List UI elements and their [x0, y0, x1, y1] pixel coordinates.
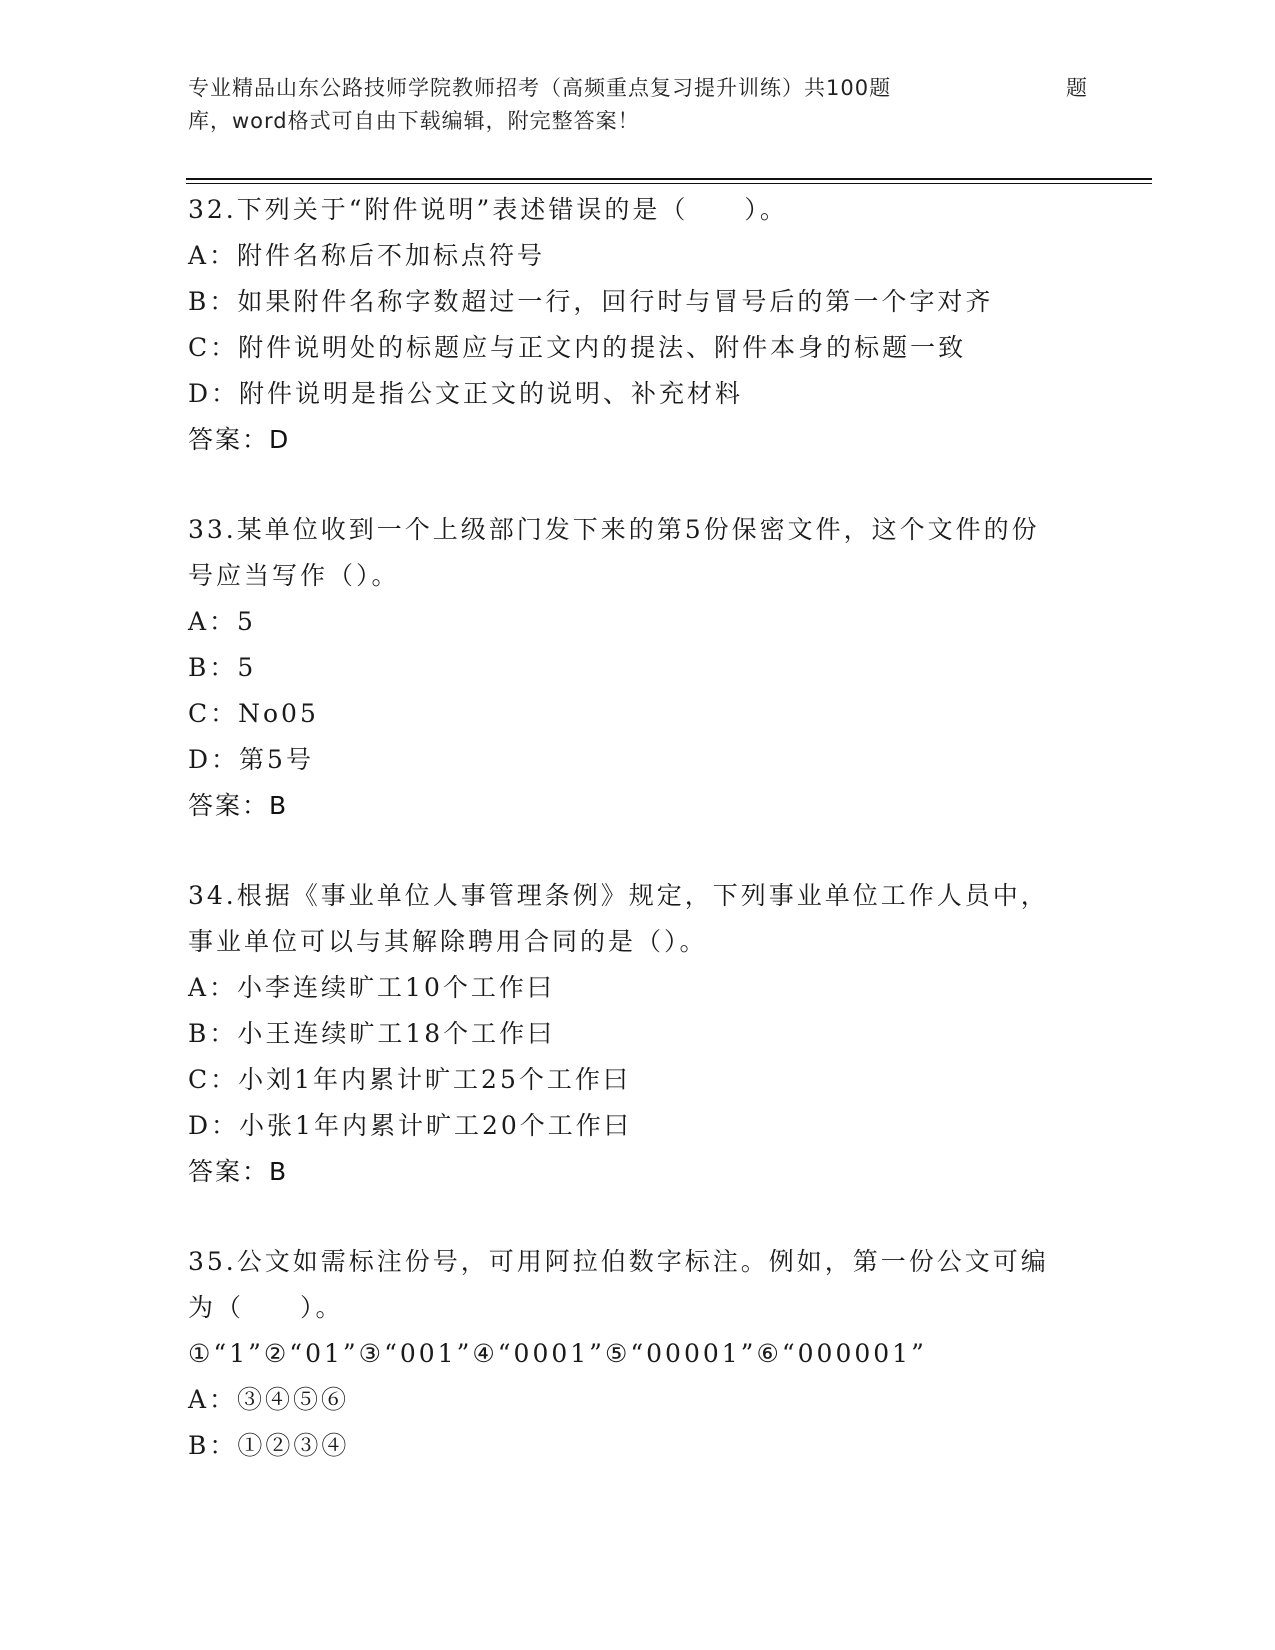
question-32 — [188, 187, 1088, 463]
question-stem: 32.下列关于“附件说明”表述错误的是（ ）。 — [188, 195, 788, 224]
option-a: A：小李连续旷工10个工作曰 — [188, 973, 555, 1002]
question-stem-line-2: 为（ ）。 — [188, 1293, 344, 1322]
option-d: D：第5号 — [188, 745, 314, 774]
header-title-tail: 题 — [1066, 76, 1088, 100]
option-a: A：5 — [188, 607, 256, 636]
question-34 — [188, 873, 1088, 1195]
option-b: B：小王连续旷工18个工作曰 — [188, 1019, 556, 1048]
header-divider-thick — [186, 178, 1152, 180]
option-b: B：①②③④ — [188, 1431, 350, 1460]
question-spacer — [188, 463, 1088, 507]
question-35 — [188, 1239, 1088, 1469]
option-a: A：③④⑤⑥ — [188, 1385, 350, 1414]
answer-label: 答案：B — [188, 1157, 289, 1186]
option-d: D：附件说明是指公文正文的说明、补充材料 — [188, 379, 744, 408]
question-list — [188, 187, 1088, 1469]
header-line-2: 库，word格式可自由下载编辑，附完整答案！ — [188, 109, 640, 133]
option-b: B：如果附件名称字数超过一行，回行时与冒号后的第一个字对齐 — [188, 287, 994, 316]
option-c: C：No05 — [188, 699, 319, 728]
question-stem-line-1: 34.根据《事业单位人事管理条例》规定，下列事业单位工作人员中， — [188, 881, 1049, 910]
header-title-text: 专业精品山东公路技师学院教师招考（高频重点复习提升训练）共100题 — [188, 76, 892, 100]
option-d: D：小张1年内累计旷工20个工作曰 — [188, 1111, 632, 1140]
option-c: C：小刘1年内累计旷工25个工作曰 — [188, 1065, 631, 1094]
answer-label: 答案：B — [188, 791, 289, 820]
question-spacer — [188, 829, 1088, 873]
option-b: B：5 — [188, 653, 257, 682]
question-stem-line-3: ①“1”②“01”③“001”④“0001”⑤“00001”⑥“000001” — [188, 1339, 927, 1368]
document-header — [188, 72, 1088, 138]
question-stem-line-1: 35.公文如需标注份号，可用阿拉伯数字标注。例如，第一份公文可编 — [188, 1247, 1049, 1276]
answer-label: 答案：D — [188, 425, 291, 454]
question-spacer — [188, 1195, 1088, 1239]
header-divider-thin — [186, 183, 1152, 184]
question-33 — [188, 507, 1088, 829]
header-line-1 — [188, 72, 1088, 105]
option-a: A：附件名称后不加标点符号 — [188, 241, 546, 270]
option-c: C：附件说明处的标题应与正文内的提法、附件本身的标题一致 — [188, 333, 967, 362]
question-stem-line-1: 33.某单位收到一个上级部门发下来的第5份保密文件，这个文件的份 — [188, 515, 1040, 544]
question-stem-line-2: 号应当写作（）。 — [188, 561, 400, 590]
question-stem-line-2: 事业单位可以与其解除聘用合同的是（）。 — [188, 927, 708, 956]
